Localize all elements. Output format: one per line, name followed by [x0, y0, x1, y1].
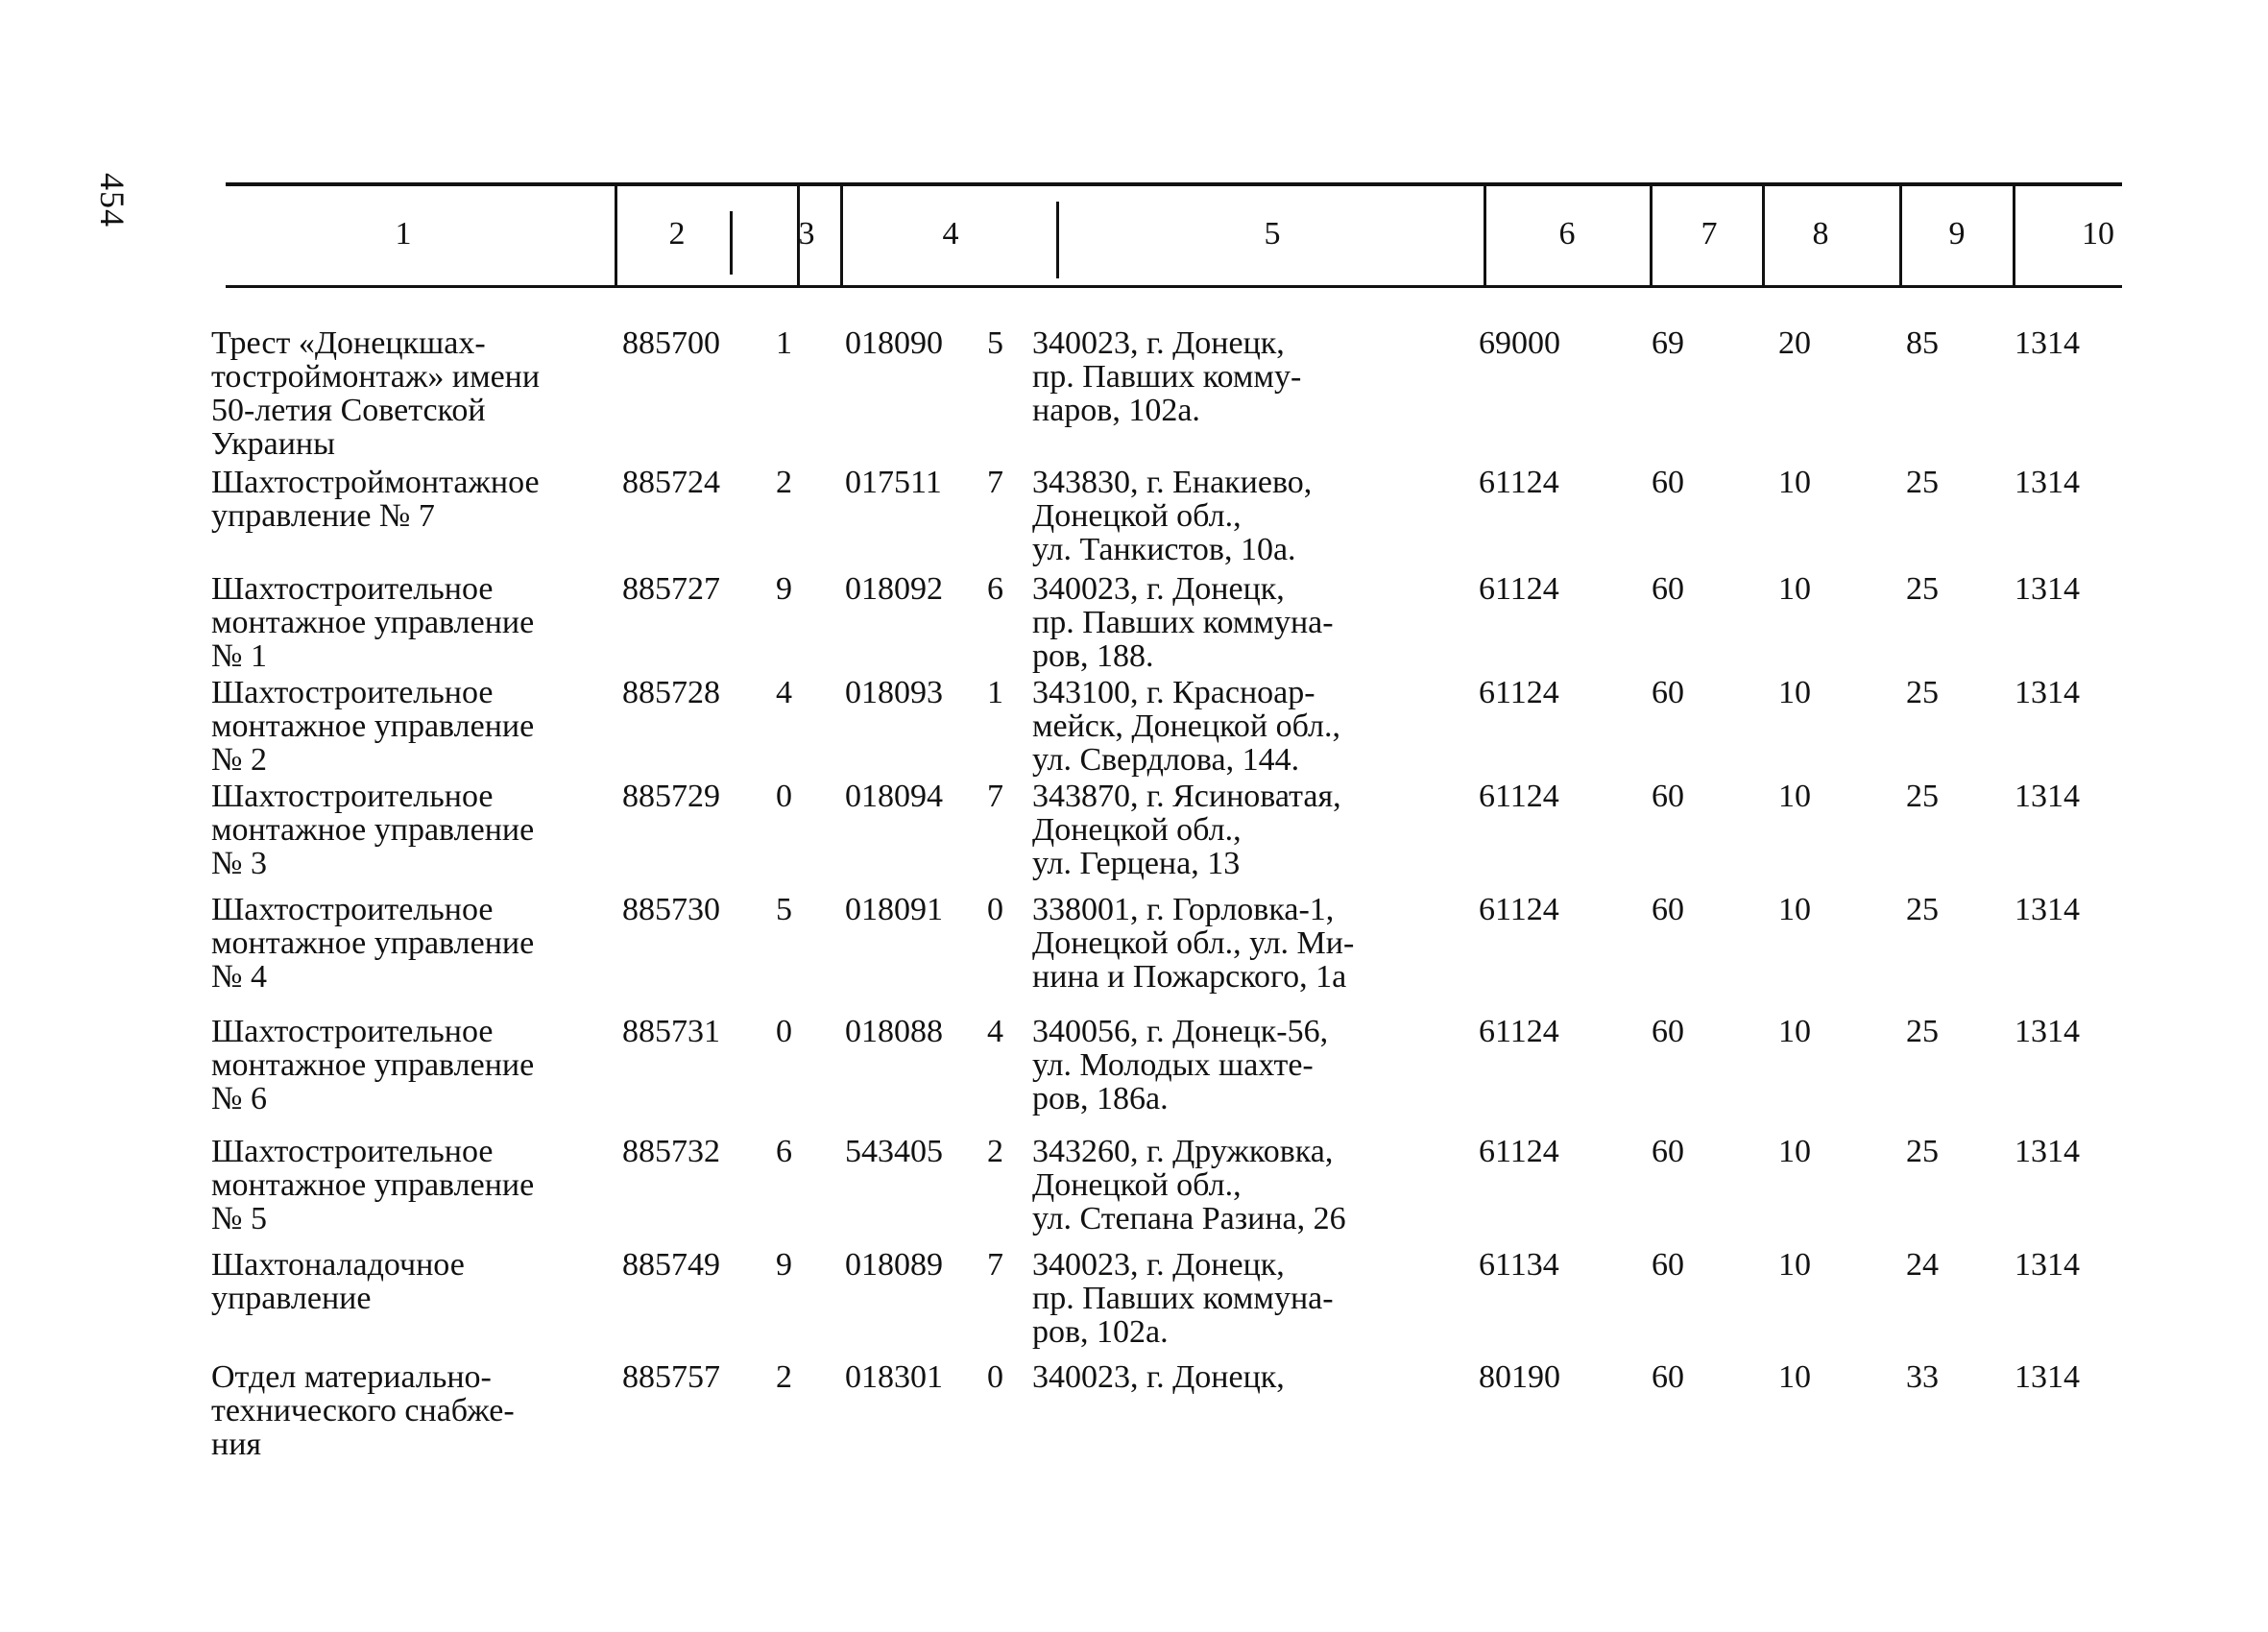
col7-cell: 69: [1652, 325, 1684, 361]
col10-cell: 1314: [2015, 1247, 2080, 1283]
col8-cell: 10: [1778, 779, 1811, 814]
code-cell: 885700: [622, 325, 720, 361]
organization-name-cell: Шахтостроительное монтажное управление № 4: [211, 892, 535, 995]
col6-cell: 61124: [1479, 892, 1559, 927]
col9-cell: 25: [1906, 1014, 1939, 1049]
organization-name-cell: Трест «Донецкшах- тостроймонтаж» имени 50-летия Советской Украины: [211, 325, 541, 462]
col7-cell: 60: [1652, 465, 1684, 500]
check-digit-cell: 9: [776, 571, 792, 607]
okpo-check-cell: 7: [987, 779, 1003, 814]
check-digit-cell: 0: [776, 1014, 792, 1049]
header-col-4: 4: [942, 216, 959, 252]
col9-cell: 25: [1906, 1134, 1939, 1169]
col9-cell: 25: [1906, 465, 1939, 500]
address-cell: 340023, г. Донецк,: [1032, 1359, 1285, 1395]
code-cell: 885749: [622, 1247, 720, 1283]
okpo-cell: 018090: [845, 325, 943, 361]
header-separator: [1056, 202, 1059, 278]
organization-name-cell: Шахтостроительное монтажное управление № 1: [211, 571, 535, 674]
col7-cell: 60: [1652, 892, 1684, 927]
address-cell: 343870, г. Ясиноватая, Донецкой обл., ул. Герцена, 13: [1032, 779, 1341, 881]
check-digit-cell: 2: [776, 465, 792, 500]
code-cell: 885730: [622, 892, 720, 927]
code-cell: 885757: [622, 1359, 720, 1395]
col7-cell: 60: [1652, 675, 1684, 710]
col7-cell: 60: [1652, 1247, 1684, 1283]
header-separator: [2013, 184, 2015, 286]
address-cell: 343100, г. Красноар- мейск, Донецкой обл., ул. Свердлова, 144.: [1032, 675, 1340, 778]
code-cell: 885732: [622, 1134, 720, 1169]
check-digit-cell: 9: [776, 1247, 792, 1283]
col7-cell: 60: [1652, 779, 1684, 814]
code-cell: 885731: [622, 1014, 720, 1049]
header-col-7: 7: [1701, 216, 1718, 252]
okpo-cell: 018301: [845, 1359, 943, 1395]
address-cell: 340023, г. Донецк, пр. Павших комму- наров, 102а.: [1032, 325, 1302, 428]
check-digit-cell: 2: [776, 1359, 792, 1395]
col6-cell: 61124: [1479, 779, 1559, 814]
okpo-cell: 018088: [845, 1014, 943, 1049]
organization-name-cell: Шахтостроительное монтажное управление № 6: [211, 1014, 535, 1116]
check-digit-cell: 5: [776, 892, 792, 927]
address-cell: 343830, г. Енакиево, Донецкой обл., ул. Танкистов, 10а.: [1032, 465, 1313, 567]
check-digit-cell: 0: [776, 779, 792, 814]
header-separator: [1650, 184, 1653, 286]
header-separator: [730, 211, 733, 275]
address-cell: 340056, г. Донецк-56, ул. Молодых шахте- ров, 186а.: [1032, 1014, 1329, 1116]
organization-name-cell: Шахтостроймонтажное управление № 7: [211, 465, 540, 534]
col10-cell: 1314: [2015, 675, 2080, 710]
col6-cell: 80190: [1479, 1359, 1560, 1395]
col8-cell: 10: [1778, 1014, 1811, 1049]
col9-cell: 85: [1906, 325, 1939, 361]
okpo-cell: 018091: [845, 892, 943, 927]
header-col-5: 5: [1264, 216, 1281, 252]
organization-name-cell: Шахтостроительное монтажное управление № 2: [211, 675, 535, 778]
col7-cell: 60: [1652, 571, 1684, 607]
col6-cell: 61124: [1479, 571, 1559, 607]
header-separator: [840, 184, 843, 286]
col6-cell: 61134: [1479, 1247, 1559, 1283]
col9-cell: 25: [1906, 779, 1939, 814]
col9-cell: 33: [1906, 1359, 1939, 1395]
col8-cell: 10: [1778, 1134, 1811, 1169]
organization-name-cell: Отдел материально- технического снабже- ния: [211, 1359, 515, 1462]
address-cell: 338001, г. Горловка-1, Донецкой обл., ул. Ми- нина и Пожарского, 1а: [1032, 892, 1355, 995]
col6-cell: 61124: [1479, 1134, 1559, 1169]
okpo-check-cell: 7: [987, 465, 1003, 500]
header-col-9: 9: [1948, 216, 1966, 252]
col7-cell: 60: [1652, 1359, 1684, 1395]
col6-cell: 69000: [1479, 325, 1560, 361]
okpo-cell: 018094: [845, 779, 943, 814]
okpo-cell: 018093: [845, 675, 943, 710]
header-col-8: 8: [1812, 216, 1829, 252]
page-number: 454: [93, 173, 132, 228]
header-col-2: 2: [668, 216, 686, 252]
col9-cell: 25: [1906, 675, 1939, 710]
col6-cell: 61124: [1479, 675, 1559, 710]
header-separator: [1762, 184, 1765, 286]
col9-cell: 25: [1906, 892, 1939, 927]
header-separator: [1484, 184, 1486, 286]
header-separator: [615, 184, 617, 286]
col9-cell: 25: [1906, 571, 1939, 607]
col10-cell: 1314: [2015, 1359, 2080, 1395]
col7-cell: 60: [1652, 1134, 1684, 1169]
okpo-cell: 017511: [845, 465, 942, 500]
header-col-6: 6: [1558, 216, 1576, 252]
check-digit-cell: 1: [776, 325, 792, 361]
code-cell: 885728: [622, 675, 720, 710]
table-top-rule: [226, 182, 2122, 186]
col8-cell: 10: [1778, 1247, 1811, 1283]
address-cell: 343260, г. Дружковка, Донецкой обл., ул. Степана Разина, 26: [1032, 1134, 1346, 1236]
address-cell: 340023, г. Донецк, пр. Павших коммуна- ров, 188.: [1032, 571, 1334, 674]
okpo-check-cell: 1: [987, 675, 1003, 710]
okpo-cell: 543405: [845, 1134, 943, 1169]
col10-cell: 1314: [2015, 892, 2080, 927]
header-col-3: 3: [798, 216, 815, 252]
col9-cell: 24: [1906, 1247, 1939, 1283]
okpo-check-cell: 0: [987, 1359, 1003, 1395]
code-cell: 885727: [622, 571, 720, 607]
okpo-check-cell: 0: [987, 892, 1003, 927]
okpo-check-cell: 6: [987, 571, 1003, 607]
okpo-check-cell: 4: [987, 1014, 1003, 1049]
header-separator: [1899, 184, 1902, 286]
code-cell: 885729: [622, 779, 720, 814]
check-digit-cell: 6: [776, 1134, 792, 1169]
organization-name-cell: Шахтостроительное монтажное управление № 3: [211, 779, 535, 881]
col6-cell: 61124: [1479, 465, 1559, 500]
col8-cell: 10: [1778, 675, 1811, 710]
col6-cell: 61124: [1479, 1014, 1559, 1049]
okpo-cell: 018092: [845, 571, 943, 607]
col10-cell: 1314: [2015, 571, 2080, 607]
okpo-check-cell: 7: [987, 1247, 1003, 1283]
col10-cell: 1314: [2015, 1014, 2080, 1049]
address-cell: 340023, г. Донецк, пр. Павших коммуна- ров, 102а.: [1032, 1247, 1334, 1350]
okpo-check-cell: 2: [987, 1134, 1003, 1169]
header-col-1: 1: [395, 216, 412, 252]
col7-cell: 60: [1652, 1014, 1684, 1049]
organization-name-cell: Шахтоналадочное управление: [211, 1247, 465, 1316]
header-col-10: 10: [2082, 216, 2114, 252]
okpo-check-cell: 5: [987, 325, 1003, 361]
col8-cell: 10: [1778, 892, 1811, 927]
col10-cell: 1314: [2015, 325, 2080, 361]
col10-cell: 1314: [2015, 465, 2080, 500]
col8-cell: 10: [1778, 1359, 1811, 1395]
check-digit-cell: 4: [776, 675, 792, 710]
code-cell: 885724: [622, 465, 720, 500]
organization-name-cell: Шахтостроительное монтажное управление № 5: [211, 1134, 535, 1236]
col10-cell: 1314: [2015, 779, 2080, 814]
okpo-cell: 018089: [845, 1247, 943, 1283]
col8-cell: 10: [1778, 571, 1811, 607]
col10-cell: 1314: [2015, 1134, 2080, 1169]
col8-cell: 20: [1778, 325, 1811, 361]
col8-cell: 10: [1778, 465, 1811, 500]
table-header-rule: [226, 285, 2122, 288]
